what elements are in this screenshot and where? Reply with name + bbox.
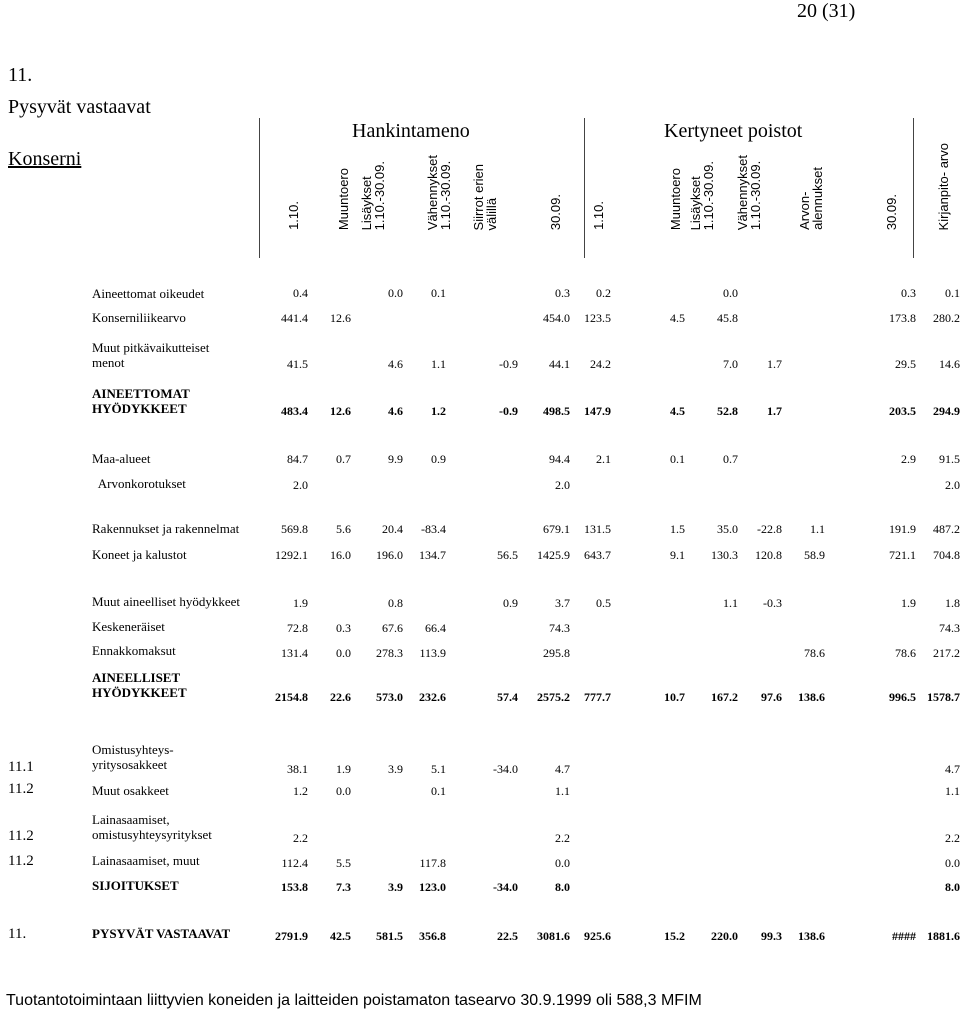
table-cell: 3081.6: [537, 929, 570, 943]
table-cell: 0.3: [901, 286, 916, 300]
column-header: [669, 168, 682, 230]
table-cell: 1578.7: [927, 690, 960, 704]
table-cell: 1.9: [901, 596, 916, 610]
table-cell: 8.0: [555, 880, 570, 894]
column-header-line: Arvon-: [797, 191, 812, 230]
table-cell: 123.5: [584, 311, 611, 325]
table-cell: 0.1: [945, 286, 960, 300]
entity-label: Konserni: [8, 148, 82, 170]
column-header-line: 1.10.-30.09.: [701, 160, 716, 230]
table-cell: 1.7: [767, 357, 782, 371]
row-label: [92, 451, 150, 466]
table-cell: 280.2: [933, 311, 960, 325]
table-cell: 72.8: [287, 621, 308, 635]
column-header-line: 1.10.-30.09.: [372, 160, 387, 230]
table-cell: 1425.9: [537, 548, 570, 562]
row-label-line: Muut aineelliset hyödykkeet: [92, 594, 241, 609]
table-cell: 5.6: [336, 522, 351, 536]
table-cell: 0.0: [336, 646, 351, 660]
table-cell: 1.9: [336, 762, 351, 776]
table-cell: 0.8: [388, 596, 403, 610]
table-cell: 2.2: [945, 831, 960, 845]
page-title: Pysyvät vastaavat: [8, 96, 151, 118]
table-cell: 4.6: [388, 404, 403, 418]
table-cell: 721.1: [889, 548, 916, 562]
table-cell: 2154.8: [275, 690, 308, 704]
table-cell: 0.3: [555, 286, 570, 300]
table-cell: 147.9: [584, 404, 611, 418]
table-cell: 41.5: [287, 357, 308, 371]
row-label: [92, 878, 179, 893]
table-cell: 5.5: [336, 856, 351, 870]
column-header-line: Kirjanpito- arvo: [936, 142, 951, 230]
row-label-line: Omistusyhteys-: [92, 742, 174, 757]
column-header-line: Lisäykset: [359, 175, 374, 230]
table-cell: 0.9: [431, 452, 446, 466]
row-section-number: 11.2: [8, 828, 34, 844]
table-cell: -0.9: [499, 404, 518, 418]
table-cell: 1.2: [431, 404, 446, 418]
table-cell: 8.0: [945, 880, 960, 894]
table-cell: 38.1: [287, 762, 308, 776]
table-cell: 35.0: [717, 522, 738, 536]
row-label: [92, 476, 186, 491]
row-label-line: Aineettomat oikeudet: [92, 286, 205, 301]
table-cell: 5.1: [431, 762, 446, 776]
table-cell: 3.9: [388, 880, 403, 894]
column-header: [885, 194, 898, 230]
table-cell: 0.1: [670, 452, 685, 466]
table-cell: 131.5: [584, 522, 611, 536]
table-cell: 573.0: [376, 690, 403, 704]
table-cell: 3.9: [388, 762, 403, 776]
table-cell: 0.5: [596, 596, 611, 610]
table-cell: 0.0: [336, 784, 351, 798]
table-cell: 925.6: [584, 929, 611, 943]
column-divider: [584, 118, 585, 258]
column-header-line: Muuntoero: [668, 167, 683, 230]
table-cell: 24.2: [590, 357, 611, 371]
table-cell: 777.7: [584, 690, 611, 704]
table-cell: 29.5: [895, 357, 916, 371]
column-header-line: välillä: [484, 197, 499, 230]
table-cell: -83.4: [421, 522, 446, 536]
table-cell: 2.9: [901, 452, 916, 466]
table-cell: 22.5: [497, 929, 518, 943]
table-cell: 120.8: [755, 548, 782, 562]
table-cell: 356.8: [419, 929, 446, 943]
table-cell: 134.7: [419, 548, 446, 562]
row-label-line: Lainasaamiset,: [92, 812, 170, 827]
row-section-number: 11.1: [8, 759, 34, 775]
row-label: [92, 670, 187, 700]
row-section-number: 11.2: [8, 781, 34, 797]
group-header-acquisition: Hankintameno: [352, 120, 470, 142]
row-label: [92, 386, 190, 416]
table-cell: 45.8: [717, 311, 738, 325]
row-label: [92, 926, 230, 941]
row-label: [92, 340, 209, 370]
table-cell: 1.8: [945, 596, 960, 610]
row-label: [92, 286, 204, 301]
row-label: [92, 853, 200, 868]
table-cell: 2.2: [293, 831, 308, 845]
row-label-line: AINEETTOMAT: [92, 386, 190, 401]
table-cell: 94.4: [549, 452, 570, 466]
table-cell: 441.4: [281, 311, 308, 325]
table-cell: 0.0: [388, 286, 403, 300]
table-cell: 220.0: [711, 929, 738, 943]
table-cell: 1.5: [670, 522, 685, 536]
row-label-line: HYÖDYKKEET: [92, 401, 187, 416]
table-cell: -34.0: [493, 880, 518, 894]
column-header-line: alennukset: [810, 167, 825, 230]
row-label: [92, 619, 165, 634]
table-cell: 1.9: [293, 596, 308, 610]
column-divider: [913, 118, 914, 258]
table-cell: 679.1: [543, 522, 570, 536]
table-cell: 483.4: [281, 404, 308, 418]
column-header: [472, 164, 498, 230]
row-label-line: Muut pitkävaikutteiset: [92, 340, 210, 355]
table-cell: 167.2: [711, 690, 738, 704]
table-cell: 78.6: [895, 646, 916, 660]
table-cell: 0.0: [723, 286, 738, 300]
column-header: [287, 201, 300, 230]
table-cell: 78.6: [804, 646, 825, 660]
table-cell: 112.4: [281, 856, 308, 870]
column-header-line: 1.10.-30.09.: [748, 160, 763, 230]
table-cell: 138.6: [798, 929, 825, 943]
table-cell: 2.0: [293, 478, 308, 492]
row-label: [92, 742, 174, 772]
table-cell: 57.4: [497, 690, 518, 704]
table-cell: 117.8: [419, 856, 446, 870]
row-label-line: menot: [92, 355, 125, 370]
table-cell: 97.6: [761, 690, 782, 704]
table-cell: 294.9: [933, 404, 960, 418]
table-cell: 0.0: [945, 856, 960, 870]
row-label-line: Lainasaamiset, muut: [92, 853, 200, 868]
table-cell: 74.3: [549, 621, 570, 635]
table-cell: 2.0: [555, 478, 570, 492]
table-cell: 12.6: [330, 311, 351, 325]
table-cell: 2.0: [945, 478, 960, 492]
table-cell: 67.6: [382, 621, 403, 635]
table-cell: 138.6: [798, 690, 825, 704]
table-cell: 996.5: [889, 690, 916, 704]
row-label-line: Koneet ja kalustot: [92, 547, 187, 562]
section-number: 11.: [8, 64, 33, 86]
table-cell: 487.2: [933, 522, 960, 536]
column-header-line: Vähennykset: [735, 154, 750, 230]
table-cell: 22.6: [330, 690, 351, 704]
table-cell: 99.3: [761, 929, 782, 943]
table-cell: 217.2: [933, 646, 960, 660]
table-cell: 2791.9: [275, 929, 308, 943]
row-label: [92, 310, 186, 325]
table-cell: 1.1: [555, 784, 570, 798]
column-header: [549, 194, 562, 230]
footnote: Tuotantotoimintaan liittyvien koneiden ja laitteiden poistamaton tasearvo 30.9.1999 oli 588,3 MFIM: [6, 992, 702, 1009]
table-cell: ####: [892, 929, 916, 943]
column-header-line: 1.10.: [591, 201, 606, 230]
row-label-line: SIJOITUKSET: [92, 878, 179, 893]
column-header-line: Muuntoero: [336, 167, 351, 230]
column-header-line: Siirrot erien: [471, 163, 486, 230]
column-header-line: 1.10.: [286, 201, 301, 230]
row-label-line: Konserniliikearvo: [92, 310, 186, 325]
table-cell: 16.0: [330, 548, 351, 562]
table-cell: 1.2: [293, 784, 308, 798]
table-cell: 4.7: [945, 762, 960, 776]
row-label: [92, 812, 212, 842]
table-cell: 173.8: [889, 311, 916, 325]
column-header-line: Vähennykset: [425, 154, 440, 230]
table-cell: 0.7: [723, 452, 738, 466]
row-label-line: Rakennukset ja rakennelmat: [92, 521, 240, 536]
table-cell: 9.9: [388, 452, 403, 466]
column-header: [337, 168, 350, 230]
table-cell: 1.1: [723, 596, 738, 610]
column-header-line: 30.09.: [884, 193, 899, 230]
table-cell: 704.8: [933, 548, 960, 562]
table-cell: 58.9: [804, 548, 825, 562]
table-cell: 1881.6: [927, 929, 960, 943]
row-label-line: HYÖDYKKEET: [92, 685, 187, 700]
table-cell: 1.1: [810, 522, 825, 536]
table-cell: 0.2: [596, 286, 611, 300]
column-header-line: 30.09.: [548, 193, 563, 230]
row-label: [92, 594, 240, 609]
column-header: [360, 161, 386, 230]
table-cell: 0.1: [431, 784, 446, 798]
table-cell: 20.4: [382, 522, 403, 536]
table-cell: 7.0: [723, 357, 738, 371]
table-cell: 9.1: [670, 548, 685, 562]
row-label-line: Maa-alueet: [92, 451, 151, 466]
table-cell: 2.2: [555, 831, 570, 845]
row-label-line: Ennakkomaksut: [92, 643, 176, 658]
table-cell: -34.0: [493, 762, 518, 776]
row-label: [92, 521, 239, 536]
row-section-number: 11.: [8, 926, 27, 942]
table-cell: 2575.2: [537, 690, 570, 704]
table-cell: 91.5: [939, 452, 960, 466]
column-header-line: 1.10.-30.09.: [438, 160, 453, 230]
table-cell: 14.6: [939, 357, 960, 371]
table-cell: 42.5: [330, 929, 351, 943]
table-cell: 4.5: [670, 311, 685, 325]
row-label-line: Arvonkorotukset: [92, 476, 186, 491]
table-cell: 84.7: [287, 452, 308, 466]
table-cell: 2.1: [596, 452, 611, 466]
table-cell: 0.9: [503, 596, 518, 610]
table-cell: 1292.1: [275, 548, 308, 562]
table-cell: 0.4: [293, 286, 308, 300]
table-cell: 1.1: [945, 784, 960, 798]
row-label-line: Muut osakkeet: [92, 783, 169, 798]
table-cell: 0.1: [431, 286, 446, 300]
row-label-line: yritysosakkeet: [92, 757, 168, 772]
table-cell: 0.0: [555, 856, 570, 870]
table-cell: 196.0: [376, 548, 403, 562]
table-cell: 10.7: [664, 690, 685, 704]
row-label-line: Keskeneräiset: [92, 619, 165, 634]
column-header: [689, 161, 715, 230]
row-label-line: omistusyhteysyritykset: [92, 827, 212, 842]
table-cell: 295.8: [543, 646, 570, 660]
table-cell: 232.6: [419, 690, 446, 704]
table-cell: 203.5: [889, 404, 916, 418]
table-cell: 454.0: [543, 311, 570, 325]
table-cell: 56.5: [497, 548, 518, 562]
column-header: [798, 167, 824, 230]
table-cell: 569.8: [281, 522, 308, 536]
table-cell: -22.8: [757, 522, 782, 536]
group-header-depreciation: Kertyneet poistot: [664, 120, 803, 142]
table-cell: 0.7: [336, 452, 351, 466]
table-cell: 15.2: [664, 929, 685, 943]
table-cell: 52.8: [717, 404, 738, 418]
table-cell: 3.7: [555, 596, 570, 610]
table-cell: 131.4: [281, 646, 308, 660]
table-cell: 191.9: [889, 522, 916, 536]
row-section-number: 11.2: [8, 853, 34, 869]
table-cell: 0.3: [336, 621, 351, 635]
table-cell: 12.6: [330, 404, 351, 418]
column-divider: [259, 118, 260, 258]
column-header: [426, 155, 452, 230]
table-cell: 278.3: [376, 646, 403, 660]
table-cell: -0.3: [763, 596, 782, 610]
row-label-line: PYSYVÄT VASTAAVAT: [92, 926, 231, 941]
column-header-line: Lisäykset: [688, 175, 703, 230]
table-cell: 130.3: [711, 548, 738, 562]
table-cell: 66.4: [425, 621, 446, 635]
table-cell: 498.5: [543, 404, 570, 418]
column-header: [592, 201, 605, 230]
table-cell: 4.7: [555, 762, 570, 776]
table-cell: 4.6: [388, 357, 403, 371]
row-label: [92, 547, 187, 562]
table-cell: 1.1: [431, 357, 446, 371]
table-cell: 123.0: [419, 880, 446, 894]
table-cell: -0.9: [499, 357, 518, 371]
table-cell: 581.5: [376, 929, 403, 943]
table-cell: 74.3: [939, 621, 960, 635]
table-cell: 7.3: [336, 880, 351, 894]
row-label: [92, 783, 169, 798]
column-header: [937, 143, 950, 230]
page-number: 20 (31): [797, 0, 856, 22]
table-cell: 44.1: [549, 357, 570, 371]
table-cell: 153.8: [281, 880, 308, 894]
table-cell: 4.5: [670, 404, 685, 418]
table-cell: 643.7: [584, 548, 611, 562]
column-header: [736, 155, 762, 230]
row-label: [92, 643, 176, 658]
row-label-line: AINEELLISET: [92, 670, 181, 685]
table-cell: 113.9: [419, 646, 446, 660]
table-cell: 1.7: [767, 404, 782, 418]
